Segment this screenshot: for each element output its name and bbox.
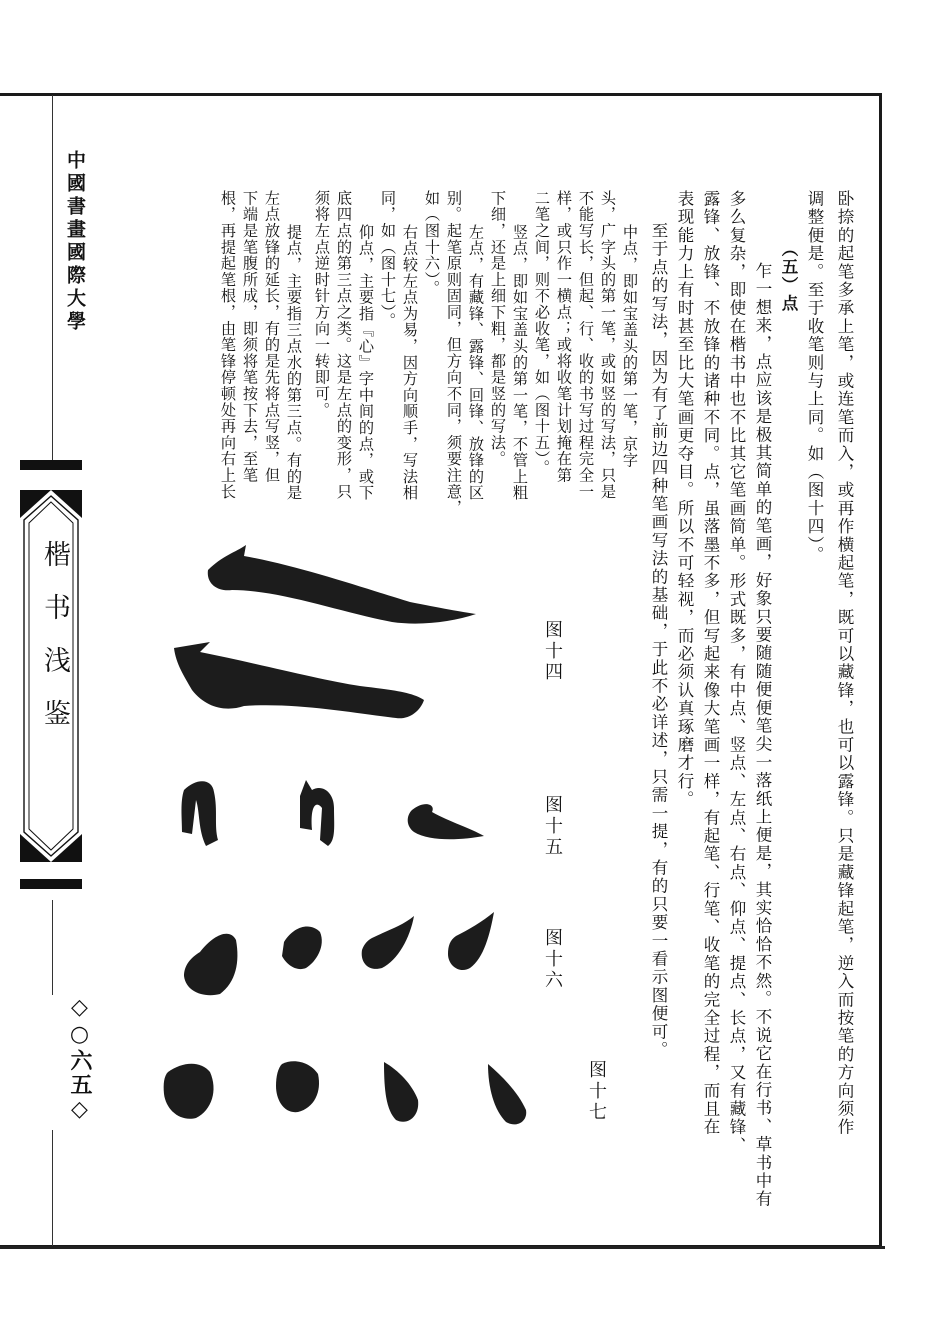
text-column: 同，如（图十七）。 (379, 190, 397, 330)
text-column: 竖点，即如宝盖头的第一笔，不管上粗 (511, 224, 529, 502)
text-column: 左点，有藏锋、露锋、回锋、放锋的区 (467, 224, 485, 502)
figure-16-dot-2 (282, 927, 322, 970)
text-column: 调整便是。至于收笔则与上同。如（图十四）。 (805, 190, 824, 564)
text-column: 须将左点逆时针方向一转即可。 (313, 190, 331, 419)
figure-16-label: 图十六 (542, 928, 563, 991)
figure-17-dot-1 (164, 1064, 214, 1119)
series-title: 中國書畫國際大學 (64, 150, 86, 334)
text-column: 左点放锋的延长，有的是先将点写竖，但 (263, 190, 281, 484)
text-column: 露锋、放锋、不放锋的诸种不同。点，虽落墨不多，但写起来像大笔画一样，有起笔、行笔、收笔的完全过程，而且在 (701, 190, 720, 1137)
figure-14-label: 图十四 (542, 620, 563, 683)
text-column: 底四点的第三点之类。这是左点的变形，只 (335, 190, 353, 500)
figure-15-dot-1 (182, 781, 219, 846)
text-column: 乍一想来，点应该是极其简单的笔画，好象只要随随便便笔尖一落纸上便是，其实恰恰不然。不说它在行书、草书中有 (753, 262, 772, 1209)
text-column: 头，广字头的第一笔，或如竖的写法，只是 (599, 190, 617, 500)
frame-bottom-rule (0, 1246, 885, 1249)
text-column: 下端是笔腹所成，即须将笔按下去，至笔 (241, 190, 259, 484)
text-column: 样，或只作一横点；或将收笔计划掩在第 (555, 190, 573, 484)
text-column: 别。起笔原则固同，但方向不同，须要注意， (445, 190, 463, 516)
text-column: 至于点的写法，因为有了前边四种笔画写法的基础，于此不必详述，只需一提，有的只要一看示图便可。 (649, 222, 668, 1060)
figure-14-stroke-upper (208, 545, 476, 624)
text-column: 不能写长，但起、行、收的书写过程完全一 (577, 190, 595, 500)
figure-16-dot-1 (184, 934, 237, 995)
page-number: ◇○六五◇ (67, 995, 92, 1124)
figure-17-dot-3 (384, 1062, 418, 1122)
book-title: 楷书浅鉴 (39, 540, 70, 752)
section-heading: （五）点 (779, 240, 798, 313)
text-column: 下细，还是上细下粗，都是竖的写法。 (489, 190, 507, 468)
text-column: 提点，主要指三点水的第三点。有的是 (285, 224, 303, 502)
text-column: 仰点，主要指『心』字中间的点，或下 (357, 224, 375, 502)
text-column: 根，再提起笔根，由笔锋停顿处再向右上长 (219, 190, 237, 500)
figure-17-dot-4 (488, 1064, 526, 1124)
figure-17-dot-2 (276, 1061, 319, 1112)
text-column: 卧捺的起笔多承上笔，或连笔而入，或再作横起笔，既可以藏锋，也可以露锋。只是藏锋起笔，逆入而按笔的方向须作 (835, 190, 854, 1137)
text-column: 如（图十六）。 (423, 190, 441, 297)
figure-17-label: 图十七 (586, 1060, 607, 1123)
text-column: 二笔之间，则不必收笔，如（图十五）。 (533, 190, 551, 476)
text-column: 表现能力上有时甚至比大笔画更夺目。所以不可轻视，而必须认真琢磨才行。 (675, 190, 694, 809)
figure-15-label: 图十五 (542, 795, 563, 858)
figure-14-stroke-lower (174, 642, 424, 718)
text-column: 中点，即如宝盖头的第一笔，京字 (621, 224, 639, 469)
figure-15-dot-2 (300, 780, 334, 846)
figure-15-dot-3 (408, 804, 484, 839)
figure-16-dot-4 (448, 912, 494, 970)
text-column: 多么复杂，即使在楷书中也不比其它笔画简单。形式既多，有中点、竖点、左点、右点、仰点、提点、长点，又有藏锋、 (727, 190, 746, 1155)
text-column: 右点较左点为易，因方向顺手，写法相 (401, 224, 419, 502)
figure-16-dot-3 (362, 916, 414, 969)
